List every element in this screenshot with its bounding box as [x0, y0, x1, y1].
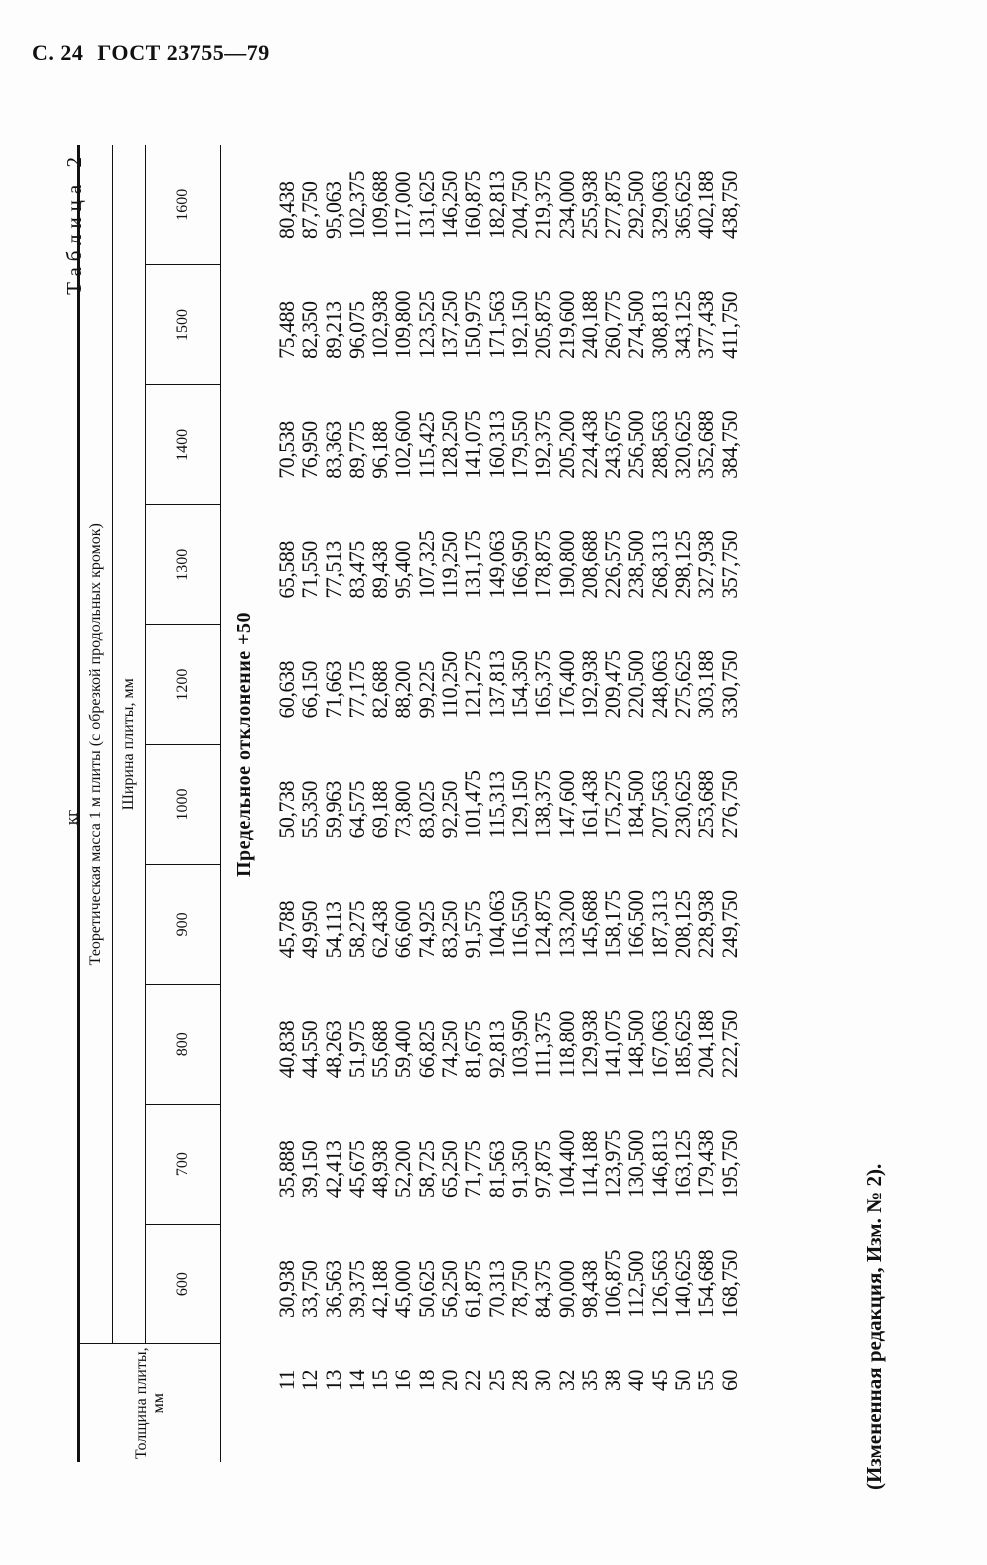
table-cell: 30	[530, 1370, 556, 1391]
table-cell: 175,275	[600, 770, 626, 839]
table-cell: 82,350	[297, 301, 323, 359]
table-cell: 65,588	[274, 541, 299, 599]
deviation-note: Предельное отклонение +50	[232, 612, 255, 878]
page-header	[32, 40, 270, 66]
mass-column-1600	[267, 145, 741, 265]
table-cell: 74,925	[413, 900, 439, 959]
table-cell: 59,963	[320, 780, 346, 839]
footnote: (Измененная редакция, Изм. № 2).	[862, 1163, 886, 1490]
table-cell: 129,938	[576, 1010, 602, 1079]
table-cell: 116,550	[506, 891, 532, 959]
table-cell: 204,750	[506, 170, 532, 239]
table-cell: 83,250	[437, 900, 463, 959]
width-col-900: 900	[146, 864, 221, 984]
table-cell: 154,350	[506, 650, 532, 719]
table-cell: 230,625	[670, 770, 696, 839]
width-col-800: 800	[146, 984, 221, 1104]
table-cell: 66,150	[297, 661, 323, 719]
table-cell: 48,938	[367, 1140, 393, 1199]
table-cell: 55,688	[367, 1020, 393, 1079]
table-cell: 45,000	[390, 1260, 416, 1318]
table-cell: 148,500	[623, 1010, 649, 1079]
table-cell: 102,600	[390, 410, 416, 479]
table-cell: 118,800	[553, 1011, 579, 1079]
thickness-column	[267, 1344, 741, 1462]
table-cell: 103,950	[506, 1010, 532, 1079]
thickness-header: Толщина плиты, мм	[79, 1344, 221, 1462]
width-col-1400: 1400	[146, 385, 221, 505]
table-cell: 228,938	[693, 890, 719, 959]
table-cell: 161,438	[576, 770, 602, 839]
table-cell: 377,438	[693, 290, 719, 359]
width-col-1500: 1500	[146, 265, 221, 385]
table-cell: 192,375	[530, 410, 556, 479]
table-cell: 91,575	[460, 900, 486, 959]
table-cell: 12	[297, 1370, 323, 1391]
table-cell: 384,750	[716, 410, 742, 479]
table-cell: 52,200	[390, 1140, 416, 1199]
table-cell: 137,813	[483, 650, 509, 719]
table-cell: 249,750	[716, 890, 742, 959]
table-cell: 14	[343, 1370, 369, 1391]
table-cell: 111,375	[530, 1011, 556, 1079]
table-cell: 260,775	[600, 290, 626, 359]
table-cell: 178,875	[530, 530, 556, 599]
table-cell: 22	[460, 1370, 486, 1391]
table-cell: 255,938	[576, 170, 602, 239]
table-cell: 253,688	[693, 770, 719, 839]
table-cell: 71,663	[320, 661, 346, 719]
table-cell: 25	[483, 1370, 509, 1391]
table-cell: 33,750	[297, 1260, 323, 1318]
table-cell: 97,875	[530, 1140, 556, 1199]
table-cell: 160,313	[483, 410, 509, 479]
table-cell: 205,875	[530, 290, 556, 359]
table-cell: 145,688	[576, 890, 602, 959]
mass-column-1300	[267, 505, 741, 625]
table-cell: 83,025	[413, 780, 439, 839]
table-cell: 96,075	[343, 301, 369, 359]
table-cell: 205,200	[553, 410, 579, 479]
table-cell: 114,188	[576, 1130, 602, 1199]
table-cell: 83,475	[343, 541, 369, 599]
table-cell: 275,625	[670, 650, 696, 719]
table-cell: 343,125	[670, 290, 696, 359]
table-cell: 81,563	[483, 1140, 509, 1199]
table-cell: 104,400	[553, 1130, 579, 1199]
table-cell: 106,875	[600, 1250, 626, 1318]
table-cell: 208,125	[670, 890, 696, 959]
table-cell: 58,725	[413, 1140, 439, 1199]
table-cell: 165,375	[530, 650, 556, 719]
table-cell: 104,063	[483, 890, 509, 959]
table-cell: 234,000	[553, 170, 579, 239]
table-cell: 35	[576, 1370, 602, 1391]
table-cell: 243,675	[600, 410, 626, 479]
table-cell: 147,600	[553, 770, 579, 839]
table-cell: 276,750	[716, 770, 742, 839]
table-cell: 32	[553, 1370, 579, 1391]
mass-table	[77, 145, 741, 1462]
table-cell: 138,375	[530, 770, 556, 839]
table-cell: 238,500	[623, 530, 649, 599]
table-cell: 140,625	[670, 1250, 696, 1318]
table-cell: 48,263	[320, 1020, 346, 1079]
table-cell: 35,888	[274, 1140, 299, 1199]
mass-column-600	[267, 1224, 741, 1344]
mass-column-1000	[267, 745, 741, 865]
table-cell: 61,875	[460, 1260, 486, 1318]
table-cell: 308,813	[646, 290, 672, 359]
table-cell: 18	[413, 1370, 439, 1391]
table-cell: 303,188	[693, 650, 719, 719]
table-cell: 438,750	[716, 170, 742, 239]
table-cell: 49,950	[297, 900, 323, 959]
table-cell: 13	[320, 1370, 346, 1391]
table-cell: 352,688	[693, 410, 719, 479]
table-label: Таблица 2	[62, 151, 86, 295]
table-cell: 207,563	[646, 770, 672, 839]
table-cell: 60,638	[274, 661, 299, 719]
width-header: Ширина плиты, мм	[113, 145, 146, 1344]
table-cell: 102,375	[343, 170, 369, 239]
table-cell: 146,813	[646, 1130, 672, 1199]
table-cell: 150,975	[460, 290, 486, 359]
table-cell: 277,875	[600, 170, 626, 239]
table-cell: 158,175	[600, 890, 626, 959]
table-cell: 50,625	[413, 1260, 439, 1318]
mass-column-900	[267, 864, 741, 984]
width-col-700: 700	[146, 1104, 221, 1224]
mass-column-1200	[267, 625, 741, 745]
table-cell: 50	[670, 1370, 696, 1391]
table-cell: 219,600	[553, 290, 579, 359]
table-cell: 89,775	[343, 421, 369, 479]
table-cell: 98,438	[576, 1260, 602, 1318]
mass-header: Теоретическая масса 1 м плиты (с обрезкой продольных кромок)	[79, 145, 113, 1344]
table-cell: 50,738	[274, 780, 299, 839]
table-cell: 84,375	[530, 1260, 556, 1318]
table-cell: 166,950	[506, 530, 532, 599]
table-cell: 89,438	[367, 541, 393, 599]
table-cell: 240,188	[576, 290, 602, 359]
table-cell: 163,125	[670, 1130, 696, 1199]
table-cell: 44,550	[297, 1020, 323, 1079]
table-cell: 171,563	[483, 290, 509, 359]
standard-title: ГОСТ 23755—79	[97, 40, 270, 65]
table-cell: 288,563	[646, 410, 672, 479]
table-cell: 78,750	[506, 1260, 532, 1318]
table-cell: 208,688	[576, 530, 602, 599]
units-label: кг	[62, 809, 81, 826]
table-cell: 81,675	[460, 1020, 486, 1079]
mass-column-800	[267, 984, 741, 1104]
table-cell: 154,688	[693, 1250, 719, 1318]
table-cell: 402,188	[693, 170, 719, 239]
table-cell: 66,825	[413, 1020, 439, 1079]
table-cell: 166,500	[623, 890, 649, 959]
table-cell: 182,813	[483, 170, 509, 239]
mass-column-1500	[267, 265, 741, 385]
table-cell: 11	[274, 1370, 299, 1391]
table-cell: 184,500	[623, 770, 649, 839]
table-cell: 160,875	[460, 170, 486, 239]
table-cell: 146,250	[437, 170, 463, 239]
width-col-1000: 1000	[146, 745, 221, 865]
table-cell: 70,538	[274, 421, 299, 479]
table-cell: 39,150	[297, 1140, 323, 1199]
table-cell: 131,625	[413, 170, 439, 239]
table-cell: 128,250	[437, 410, 463, 479]
table-cell: 45,675	[343, 1140, 369, 1199]
table-cell: 121,275	[460, 650, 486, 719]
table-cell: 55	[693, 1370, 719, 1391]
page-number: С. 24	[32, 40, 84, 65]
table-cell: 40,838	[274, 1020, 299, 1079]
table-cell: 59,400	[390, 1020, 416, 1079]
table-cell: 83,363	[320, 421, 346, 479]
table-cell: 187,313	[646, 890, 672, 959]
table-cell: 92,250	[437, 780, 463, 839]
table-cell: 226,575	[600, 530, 626, 599]
table-cell: 71,775	[460, 1140, 486, 1199]
width-col-1300: 1300	[146, 505, 221, 625]
table-cell: 411,750	[716, 291, 742, 359]
table-cell: 137,250	[437, 290, 463, 359]
table-cell: 107,325	[413, 530, 439, 599]
table-cell: 75,488	[274, 301, 299, 359]
table-cell: 123,975	[600, 1130, 626, 1199]
table-cell: 327,938	[693, 530, 719, 599]
table-cell: 117,000	[390, 171, 416, 239]
table-cell: 109,800	[390, 290, 416, 359]
table-cell: 115,313	[483, 771, 509, 839]
table-cell: 209,475	[600, 650, 626, 719]
table-cell: 248,063	[646, 650, 672, 719]
table-cell: 123,525	[413, 290, 439, 359]
table-cell: 357,750	[716, 530, 742, 599]
table-cell: 179,438	[693, 1130, 719, 1199]
table-cell: 66,600	[390, 900, 416, 959]
table-cell: 62,438	[367, 900, 393, 959]
table-cell: 92,813	[483, 1020, 509, 1079]
table-cell: 195,750	[716, 1130, 742, 1199]
table-cell: 110,250	[437, 651, 463, 719]
table-cell: 99,225	[413, 661, 439, 719]
table-cell: 90,000	[553, 1260, 579, 1318]
table-cell: 168,750	[716, 1250, 742, 1318]
table-cell: 95,400	[390, 541, 416, 599]
table-cell: 179,550	[506, 410, 532, 479]
table-cell: 20	[437, 1370, 463, 1391]
table-cell: 133,200	[553, 890, 579, 959]
table-cell: 73,800	[390, 780, 416, 839]
table-cell: 88,200	[390, 661, 416, 719]
table-cell: 54,113	[320, 901, 346, 959]
table-cell: 101,475	[460, 770, 486, 839]
table-cell: 204,188	[693, 1010, 719, 1079]
table-cell: 102,938	[367, 290, 393, 359]
table-cell: 77,513	[320, 541, 346, 599]
table-cell: 126,563	[646, 1250, 672, 1318]
table-cell: 89,213	[320, 301, 346, 359]
table-cell: 60	[716, 1370, 742, 1391]
table-cell: 30,938	[274, 1260, 299, 1318]
table-cell: 185,625	[670, 1010, 696, 1079]
table-cell: 222,750	[716, 1010, 742, 1079]
table-cell: 219,375	[530, 170, 556, 239]
table-cell: 45	[646, 1370, 672, 1391]
table-cell: 292,500	[623, 170, 649, 239]
table-cell: 42,413	[320, 1140, 346, 1199]
table-cell: 65,250	[437, 1140, 463, 1199]
width-col-600: 600	[146, 1224, 221, 1344]
table-cell: 71,550	[297, 541, 323, 599]
table-cell: 70,313	[483, 1260, 509, 1318]
table-cell: 82,688	[367, 661, 393, 719]
table-cell: 141,075	[600, 1010, 626, 1079]
table-cell: 274,500	[623, 290, 649, 359]
table-cell: 42,188	[367, 1260, 393, 1318]
table-cell: 192,150	[506, 290, 532, 359]
table-cell: 76,950	[297, 421, 323, 479]
table-cell: 115,425	[413, 411, 439, 479]
table-cell: 141,075	[460, 410, 486, 479]
table-cell: 167,063	[646, 1010, 672, 1079]
table-cell: 320,625	[670, 410, 696, 479]
table-cell: 329,063	[646, 170, 672, 239]
table-cell: 192,938	[576, 650, 602, 719]
table-cell: 220,500	[623, 650, 649, 719]
table-cell: 39,375	[343, 1260, 369, 1318]
table-cell: 224,438	[576, 410, 602, 479]
table-cell: 55,350	[297, 780, 323, 839]
table-cell: 74,250	[437, 1020, 463, 1079]
table-cell: 56,250	[437, 1260, 463, 1318]
table-cell: 256,500	[623, 410, 649, 479]
table-cell: 51,975	[343, 1020, 369, 1079]
table-cell: 40	[623, 1370, 649, 1391]
table-cell: 64,575	[343, 780, 369, 839]
table-body-row	[267, 145, 741, 1462]
table-cell: 77,175	[343, 661, 369, 719]
table-cell: 58,275	[343, 900, 369, 959]
table-cell: 45,788	[274, 900, 299, 959]
table-cell: 109,688	[367, 170, 393, 239]
table-cell: 130,500	[623, 1130, 649, 1199]
table-cell: 190,800	[553, 530, 579, 599]
table-cell: 149,063	[483, 530, 509, 599]
table-cell: 330,750	[716, 650, 742, 719]
table-cell: 129,150	[506, 770, 532, 839]
table-cell: 131,175	[460, 530, 486, 599]
table-cell: 80,438	[274, 181, 299, 239]
table-cell: 69,188	[367, 780, 393, 839]
table-cell: 298,125	[670, 530, 696, 599]
table-cell: 119,250	[437, 531, 463, 599]
table-cell: 36,563	[320, 1260, 346, 1318]
table-cell: 96,188	[367, 421, 393, 479]
table-cell: 365,625	[670, 170, 696, 239]
table-cell: 87,750	[297, 181, 323, 239]
table-cell: 95,063	[320, 181, 346, 239]
table-cell: 38	[600, 1370, 626, 1391]
table-cell: 28	[506, 1370, 532, 1391]
table-cell: 124,875	[530, 890, 556, 959]
mass-column-700	[267, 1104, 741, 1224]
mass-column-1400	[267, 385, 741, 505]
table-cell: 268,313	[646, 530, 672, 599]
width-col-1600: 1600	[146, 145, 221, 265]
table-cell: 176,400	[553, 650, 579, 719]
table-cell: 16	[390, 1370, 416, 1391]
table-cell: 91,350	[506, 1140, 532, 1199]
width-col-1200: 1200	[146, 625, 221, 745]
rotated-table-area	[62, 145, 892, 1490]
table-cell: 15	[367, 1370, 393, 1391]
table-cell: 112,500	[623, 1250, 649, 1318]
